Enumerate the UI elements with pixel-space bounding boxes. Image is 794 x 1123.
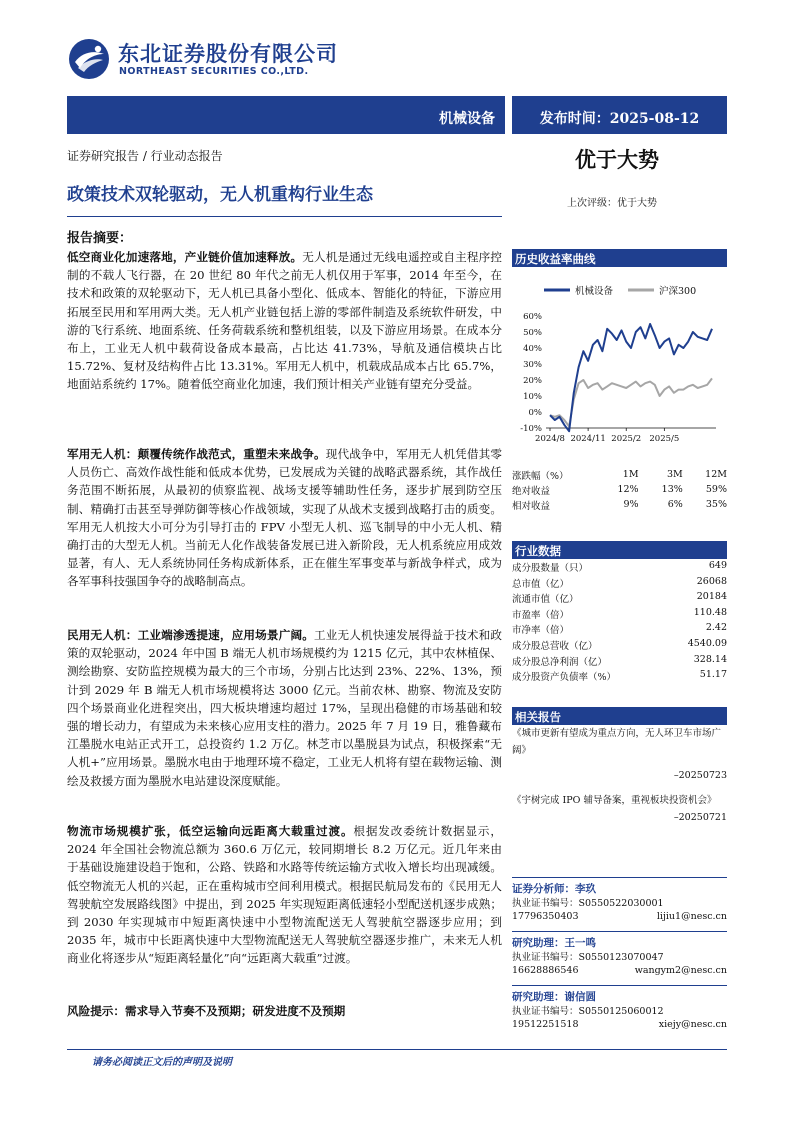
cert-number: 执业证书编号：S0550123070047 <box>512 952 664 963</box>
y-tick-label: -10% <box>520 424 542 434</box>
market-data-row <box>512 669 727 685</box>
analyst-cert <box>512 1003 727 1017</box>
paragraph-lead: 民用无人机：工业端渗透提速，应用场景广阔。 <box>67 628 314 642</box>
y-tick-label: 30% <box>523 360 542 370</box>
market-data-label: 市盈率（倍） <box>512 609 570 621</box>
previous-rating: 上次评级：优于大势 <box>567 198 657 209</box>
risk-text: 需求导入节奏不及预期；研发进度不及预期 <box>124 1004 346 1018</box>
cell-value: 59% <box>705 484 727 495</box>
cert-number: 执业证书编号：S0550125060012 <box>512 1006 664 1017</box>
summary-paragraph <box>67 626 502 790</box>
market-data-title: 行业数据 <box>512 541 727 559</box>
analyst-name: 证券分析师：李玖 <box>512 877 727 896</box>
x-tick-label: 2024/8 <box>535 434 565 444</box>
performance-row <box>512 482 727 497</box>
x-tick-label: 2025/5 <box>649 434 680 444</box>
email-link[interactable]: lijiu1@nesc.cn <box>656 911 727 922</box>
company-name-cn: 东北证券股份有限公司 <box>118 42 338 66</box>
market-data-row <box>512 591 727 607</box>
analyst-contact <box>512 965 727 976</box>
market-data-label: 成分股总净利润（亿） <box>512 656 608 668</box>
market-data-value: 26068 <box>696 575 727 587</box>
row-label: 相对收益 <box>512 500 551 512</box>
summary-paragraph <box>67 822 502 968</box>
email-link[interactable]: xiejy@nesc.cn <box>658 1019 727 1030</box>
northeast-securities-logo-icon <box>68 38 110 80</box>
market-data-label: 成分股资产负债率（%） <box>512 672 617 684</box>
return-curve-chart <box>512 272 730 447</box>
paragraph-text: 无人机是通过无线电遥控或自主程序控制的不载人飞行器，在 20 世纪 80 年代之前无人机仅用于军事，2014 年至今，在技术和政策的双轮驱动下，无人机已具备小型化、低成本、智能化的特征，下游应用拓展至民用和军用两大类。无人机产业链包括上游的零部件制造及系统软件研发，中游的飞行系统、地面系统、任务荷载系统和整机组装，以及下游应用场景。在成本分布上，工业无人机中载荷设备成本最高，占比达 41.73%，导航及通信模块占比 15.72%、复材及结构件占比 13.31%。军用无人机中，机载成品成本占比 65.7%，地面站系统约 17%。随着低空商业化加速，我们预计相关产业链有望充分受益。 <box>67 250 502 392</box>
paragraph-text: 现代战争中，军用无人机凭借其零人员伤亡、高效作战性能和低成本优势，已发展成为关键的战略武器系统，其作战任务范围不断拓展，从最初的侦察监视、战场支援等辅助性任务，逐步扩展到防空压制、精确打击甚至导弹防御等核心作战领域，实现了从战术支援到战略打击的质变。军用无人机按大小可分为引导打击的 FPV 小型无人机、巡飞制导的中小无人机、精确打击的大型无人机。当前无人化作战装备发展已进入新阶段，无人机系统应用成效显著，有人、无人系统协同任务构成新体系，正在催生军事变革与新战争样式，成为各军事科技强国争夺的战略制高点。 <box>67 447 502 589</box>
market-data-label: 总市值（亿） <box>512 578 570 590</box>
market-data-value: 649 <box>708 560 727 571</box>
market-data-row <box>512 607 727 623</box>
paragraph-lead: 低空商业化加速落地，产业链价值加速释放。 <box>67 250 303 264</box>
y-tick-label: 10% <box>523 392 542 402</box>
market-data-value: 328.14 <box>693 653 727 665</box>
y-tick-label: 50% <box>523 328 542 338</box>
publish-date: 发布时间：2025-08-12 <box>539 111 700 127</box>
report-type: 证券研究报告 / 行业动态报告 <box>67 149 223 163</box>
y-tick-label: 60% <box>523 312 542 322</box>
phone: 17796350403 <box>512 911 579 922</box>
y-tick-label: 0% <box>528 408 542 418</box>
risk-label: 风险提示： <box>67 1004 125 1018</box>
analyst-cert <box>512 895 727 909</box>
paragraph-lead: 物流市场规模扩张，低空运输向远距离大载重过渡。 <box>67 824 354 838</box>
summary-paragraph <box>67 248 502 394</box>
x-tick-label: 2024/11 <box>570 434 606 444</box>
cell-value: 35% <box>705 499 727 510</box>
analyst-cert <box>512 949 727 963</box>
legend-label: 沪深300 <box>659 286 697 297</box>
performance-header-row <box>512 467 727 482</box>
y-tick-label: 40% <box>523 344 542 354</box>
market-data-label: 成分股数量（只） <box>512 563 589 574</box>
related-report-date: –20250721 <box>673 812 727 823</box>
company-name-en: NORTHEAST SECURITIES CO.,LTD. <box>119 66 309 77</box>
rating: 优于大势 <box>575 147 659 172</box>
series-line <box>550 324 712 431</box>
cert-number: 执业证书编号：S0550522030001 <box>512 898 664 909</box>
cell-value: 13% <box>661 484 683 495</box>
cell-value: 1M <box>622 469 639 480</box>
related-report-link[interactable]: 《宇树完成 IPO 辅导备案，重视板块投资机会》 <box>512 795 717 806</box>
market-data-label: 成分股总营收（亿） <box>512 640 598 652</box>
row-label: 涨跌幅（%） <box>512 470 569 482</box>
cell-value: 6% <box>667 499 683 510</box>
summary-heading: 报告摘要： <box>67 231 133 246</box>
summary-paragraph <box>67 445 502 591</box>
related-report-date: –20250723 <box>673 770 727 781</box>
market-data-row <box>512 576 727 592</box>
related-reports-title: 相关报告 <box>512 707 727 725</box>
legend-label: 机械设备 <box>575 286 614 297</box>
risk-warning <box>67 1003 345 1019</box>
market-data-row <box>512 622 727 638</box>
performance-row <box>512 497 727 512</box>
assistant-name: 研究助理：谢信圆 <box>512 985 727 1004</box>
market-data-list <box>512 560 727 685</box>
market-data-label: 流通市值（亿） <box>512 594 579 606</box>
email-link[interactable]: wangym2@nesc.cn <box>634 965 727 976</box>
cell-value: 12% <box>617 484 639 495</box>
chart-section-title: 历史收益率曲线 <box>512 249 727 267</box>
page-title: 政策技术双轮驱动，无人机重构行业生态 <box>67 185 373 205</box>
market-data-row <box>512 560 727 576</box>
paragraph-text: 根据发改委统计数据显示，2024 年全国社会物流总额为 360.6 万亿元，较同期增长 8.2 万亿元。近几年来由于基础设施建设趋于饱和，公路、铁路和水路等传统运输方式收入增长均出现减缓。低空物流无人机的兴起，正在重构城市空间利用模式。根据民航局发布的《民用无人驾驶航空发展路线图》中提出，到 2025 年实现短距离低速轻小型配送机逐步成熟；到 2030 年实现城市中短距离快速中小型物流配送无人驾驶航空器逐步应用；到 2035 年，城市中长距离快速中大型物流配送无人驾驶航空器逐步推广，未来无人机商业化将逐步从“短距离轻量化”向“远距离大载重”过渡。 <box>67 824 502 966</box>
cell-value: 3M <box>667 469 683 480</box>
analyst-contact <box>512 1019 727 1030</box>
performance-table <box>512 467 727 512</box>
industry-label: 机械设备 <box>439 111 495 127</box>
phone: 16628886546 <box>512 965 579 976</box>
chart-legend <box>544 285 696 297</box>
market-data-value: 51.17 <box>699 669 727 681</box>
publish-date-band <box>512 96 727 134</box>
market-data-value: 20184 <box>696 591 727 603</box>
cell-value: 12M <box>705 469 727 480</box>
analyst-contact <box>512 911 727 922</box>
footer-disclaimer: 请务必阅读正文后的声明及说明 <box>92 1057 232 1068</box>
paragraph-text: 工业无人机快速发展得益于技术和政策的双轮驱动，2024 年中国 B 端无人机市场规模约为 1215 亿元，其中农林植保、测绘勘察、安防监控规模为最大的三个市场，分别占比达到 23%、22%、13%，预计到 2029 年 B 端无人机市场规模将达 3000 亿元。当前农林、勘察、物流及安防四个场景商业化进程突出，四大板块增速均超过 17%，呈现出稳健的市场基础和较强的增长动力，有望成为未来核心应用支柱的潜力。2025 年 7 月 19 日，雅鲁藏布江墨脱水电站正式开工，总投资约 1.2 万亿。林芝市以墨脱县为试点，积极探索“无人机+”应用场景。墨脱水电由于地理环境不稳定，工业无人机将有望在载物运输、测绘及救援方面为墨脱水电站建设深度赋能。 <box>67 628 502 788</box>
market-data-value: 110.48 <box>693 606 727 618</box>
assistant-name: 研究助理：王一鸣 <box>512 931 727 950</box>
row-label: 绝对收益 <box>512 485 551 497</box>
market-data-row <box>512 638 727 654</box>
market-data-label: 市净率（倍） <box>512 625 570 637</box>
x-tick-label: 2025/2 <box>611 434 642 444</box>
footer-divider <box>67 1049 727 1050</box>
market-data-row <box>512 654 727 670</box>
industry-band <box>67 96 505 134</box>
title-divider <box>67 216 502 217</box>
market-data-value: 2.42 <box>705 622 727 634</box>
phone: 19512251518 <box>512 1019 579 1030</box>
related-report-link[interactable]: 《城市更新有望成为重点方向，无人环卫车市场广阔》 <box>512 728 722 756</box>
cell-value: 9% <box>623 499 639 510</box>
paragraph-lead: 军用无人机：颠覆传统作战范式，重塑未来战争。 <box>67 447 326 461</box>
market-data-value: 4540.09 <box>687 637 727 649</box>
y-tick-label: 20% <box>523 376 542 386</box>
